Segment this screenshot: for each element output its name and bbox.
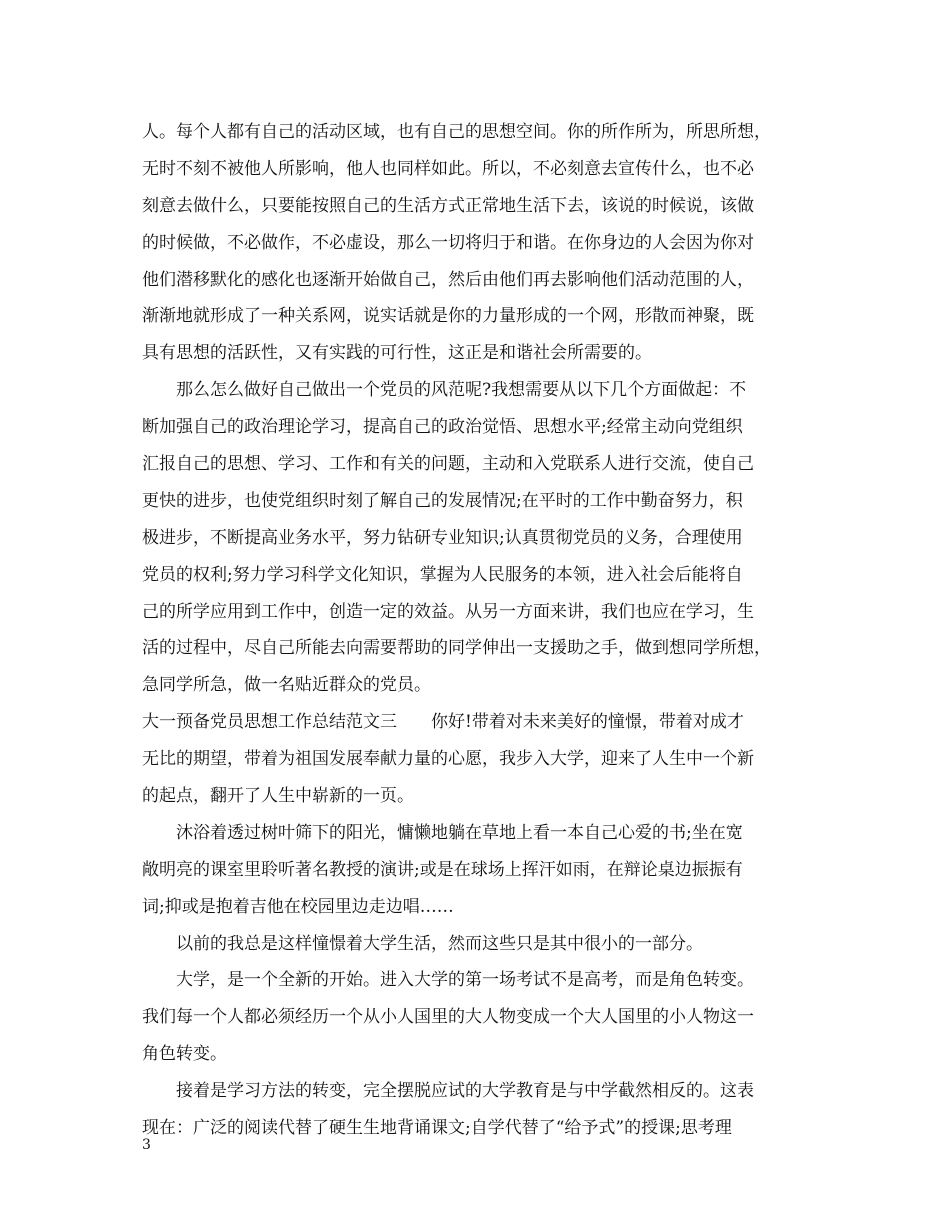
page-number: 3 [142, 1137, 151, 1153]
text-line: 我们每一个人都必须经历一个从小人国里的大人物变成一个大人国里的小人物这一 [142, 1007, 754, 1028]
text-line: 渐渐地就形成了一种关系网，说实话就是你的力量形成的一个网，形散而神聚，既 [142, 306, 754, 327]
text-line: 以前的我总是这样憧憬着大学生活，然而这些只是其中很小的一部分。 [176, 933, 703, 954]
text-line: 词;抑或是抱着吉他在校园里边走边唱…… [142, 896, 454, 917]
text-line: 那么怎么做好自己做出一个党员的风范呢?我想需要从以下几个方面做起：不 [176, 380, 747, 401]
text-line: 他们潜移默化的感化也逐渐开始做自己，然后由他们再去影响他们活动范围的人， [142, 269, 754, 290]
text-line: 角色转变。 [142, 1044, 227, 1065]
text-line: 的时候做，不必做作，不必虚设，那么一切将归于和谐。在你身边的人会因为你对 [142, 232, 754, 253]
text-line: 党员的权利;努力学习科学文化知识，掌握为人民服务的本领，进入社会后能将自 [142, 564, 743, 585]
text-line: 沐浴着透过树叶筛下的阳光，慵懒地躺在草地上看一本自己心爱的书;坐在宽 [176, 822, 743, 843]
text-line: 大学，是一个全新的开始。进入大学的第一场考试不是高考，而是角色转变。 [176, 970, 754, 991]
text-line: 更快的进步，也使党组织时刻了解自己的发展情况;在平时的工作中勤奋努力，积 [142, 490, 743, 511]
text-line: 断加强自己的政治理论学习，提高自己的政治觉悟、思想水平;经常主动向党组织 [142, 417, 743, 438]
text-line: 敞明亮的课室里聆听著名教授的演讲;或是在球场上挥汗如雨，在辩论桌边振振有 [142, 859, 743, 880]
text-line: 汇报自己的思想、学习、工作和有关的问题，主动和入党联系人进行交流，使自己 [142, 454, 754, 475]
text-line: 的起点，翻开了人生中崭新的一页。 [142, 786, 414, 807]
text-line: 急同学所急，做一名贴近群众的党员。 [142, 675, 431, 696]
text-line: 刻意去做什么，只要能按照自己的生活方式正常地生活下去，该说的时候说，该做 [142, 195, 754, 216]
text-line: 无比的期望，带着为祖国发展奉献力量的心愿，我步入大学，迎来了人生中一个新 [142, 749, 754, 770]
text-line: 无时不刻不被他人所影响，他人也同样如此。所以，不必刻意去宣传什么，也不必 [142, 158, 754, 179]
text-line: 现在：广泛的阅读代替了硬生生地背诵课文;自学代替了“给予式”的授课;思考理 [142, 1118, 732, 1139]
text-line: 活的过程中，尽自己所能去向需要帮助的同学伸出一支援助之手，做到想同学所想， [142, 638, 771, 659]
text-line: 己的所学应用到工作中，创造一定的效益。从另一方面来讲，我们也应在学习，生 [142, 601, 754, 622]
text-line: 极进步，不断提高业务水平，努力钻研专业知识;认真贯彻党员的义务，合理使用 [142, 527, 743, 548]
text-line: 人。每个人都有自己的活动区域，也有自己的思想空间。你的所作所为，所思所想， [142, 122, 771, 142]
document-body [142, 114, 814, 1147]
text-line: 大一预备党员思想工作总结范文三 你好!带着对未来美好的憧憬，带着对成才 [142, 712, 744, 733]
text-line: 具有思想的活跃性，又有实践的可行性，这正是和谐社会所需要的。 [142, 343, 652, 364]
text-line: 接着是学习方法的转变，完全摆脱应试的大学教育是与中学截然相反的。这表 [176, 1081, 754, 1102]
